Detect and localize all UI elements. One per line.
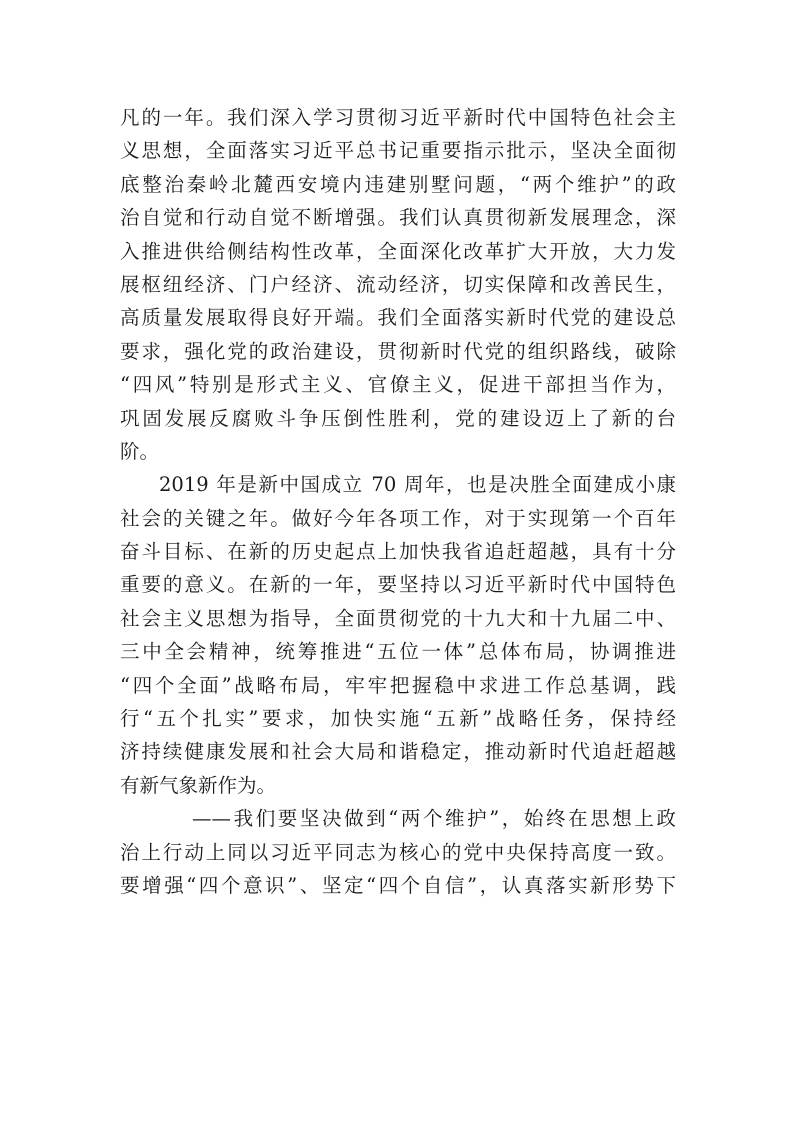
- text-line: 展枢纽经济、门户经济、流动经济，切实保障和改善民生，: [120, 272, 676, 296]
- paragraph-1: [120, 101, 676, 468]
- text-line: 义思想，全面落实习近平总书记重要指示批示，坚决全面彻: [120, 139, 676, 163]
- text-line: 三中全会精神，统筹推进“五位一体”总体布局，协调推进: [120, 640, 676, 664]
- text-line: 凡的一年。我们深入学习贯彻习近平新时代中国特色社会主: [120, 106, 676, 129]
- text-line: 阶。: [120, 439, 160, 463]
- paragraph-2: [120, 468, 676, 802]
- text-line: 济持续健康发展和社会大局和谐稳定，推动新时代追赶超越: [120, 740, 676, 764]
- text-line: 行“五个扎实”要求，加快实施“五新”战略任务，保持经: [120, 707, 676, 731]
- text-line: 底整治秦岭北麓西安境内违建别墅问题，“两个维护”的政: [120, 172, 676, 196]
- text-line: 治上行动上同以习近平同志为核心的党中央保持高度一致。: [120, 840, 676, 864]
- text-line: 社会主义思想为指导，全面贯彻党的十九大和十九届二中、: [120, 606, 676, 630]
- text-line: 2019 年是新中国成立 70 周年，也是决胜全面建成小康: [159, 473, 676, 497]
- text-line: 治自觉和行动自觉不断增强。我们认真贯彻新发展理念，深: [120, 206, 676, 230]
- text-line: 巩固发展反腐败斗争压倒性胜利，党的建设迈上了新的台: [120, 406, 676, 430]
- text-line: 社会的关键之年。做好今年各项工作，对于实现第一个百年: [120, 506, 676, 530]
- body-text: [120, 101, 676, 902]
- text-line: 要增强“四个意识”、坚定“四个自信”，认真落实新形势下: [120, 873, 676, 897]
- text-line: 有新气象新作为。: [120, 773, 277, 797]
- text-line: 重要的意义。在新的一年，要坚持以习近平新时代中国特色: [120, 573, 676, 597]
- text-line: “四风”特别是形式主义、官僚主义，促进干部担当作为，: [120, 373, 676, 397]
- text-line: 奋斗目标、在新的历史起点上加快我省追赶超越，具有十分: [120, 540, 676, 564]
- text-line: ——我们要坚决做到“两个维护”，始终在思想上政: [192, 807, 676, 831]
- paragraph-3: [120, 802, 676, 902]
- text-line: 高质量发展取得良好开端。我们全面落实新时代党的建设总: [120, 306, 676, 330]
- text-line: 要求，强化党的政治建设，贯彻新时代党的组织路线，破除: [120, 339, 676, 363]
- text-line: “四个全面”战略布局，牢牢把握稳中求进工作总基调，践: [120, 673, 676, 697]
- text-line: 入推进供给侧结构性改革，全面深化改革扩大开放，大力发: [120, 239, 676, 263]
